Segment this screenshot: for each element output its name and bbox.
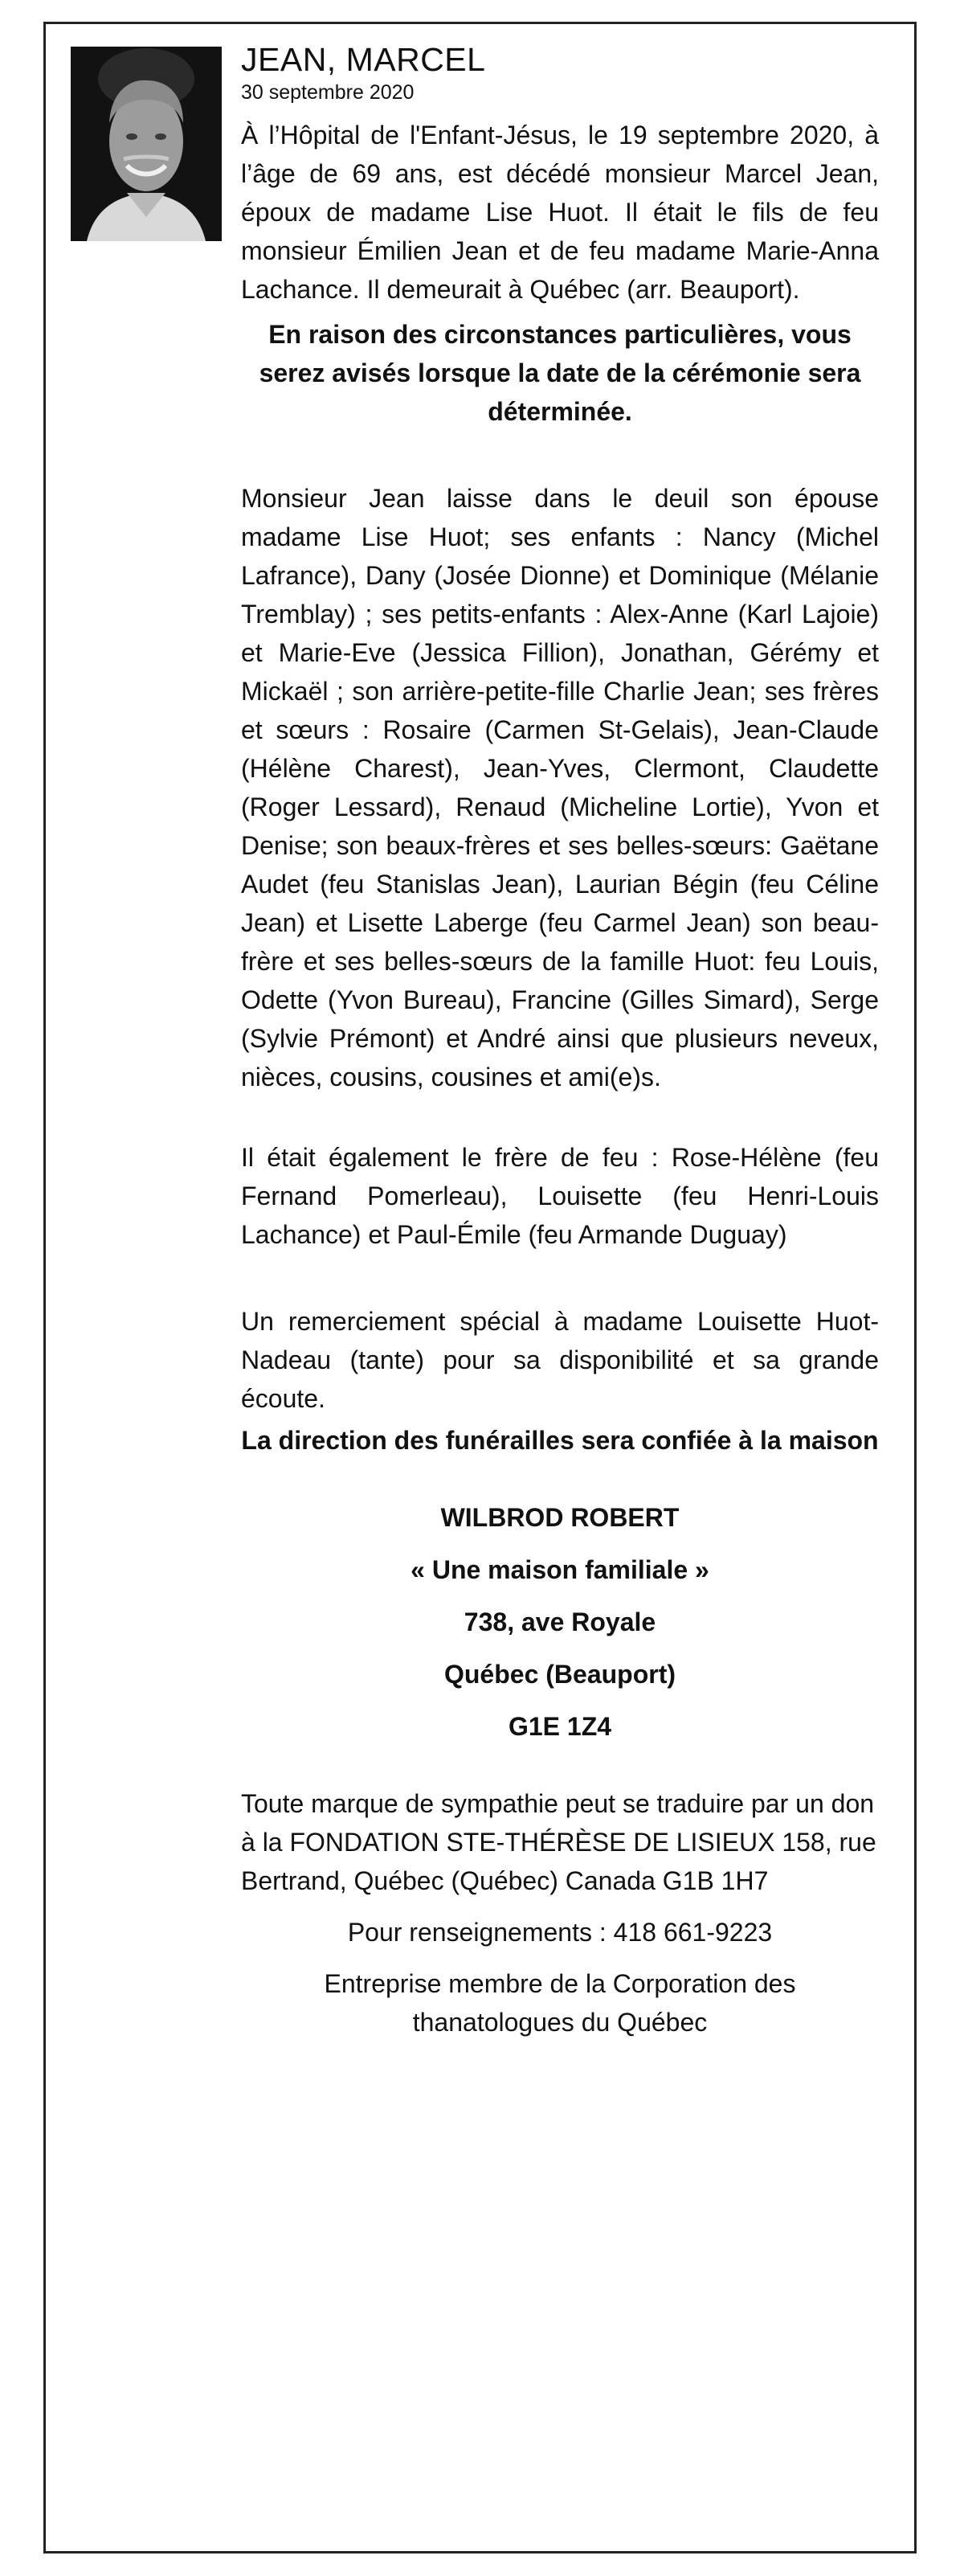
funeral-direction: La direction des funérailles sera confiée à la maison — [241, 1426, 879, 1455]
publication-date: 30 septembre 2020 — [241, 81, 415, 104]
funeral-home-slogan: « Une maison familiale » — [411, 1555, 709, 1584]
funeral-home-street: 738, ave Royale — [464, 1607, 656, 1636]
portrait-photo — [71, 47, 222, 241]
obituary-content — [241, 40, 879, 2042]
funeral-home-city: Québec (Beauport) — [443, 1660, 676, 1689]
predeceased-paragraph: Il était également le frère de feu : Rose-Hélène (feu Fernand Pomerleau), Louisette (feu Henri-Louis Lachance) et Paul-Émile (feu Armande Duguay) — [241, 1143, 879, 1249]
donation-paragraph: Toute marque de sympathie peut se traduire par un don à la FONDATION STE-THÉRÈSE DE LISIEUX 158, rue Bertrand, Québec (Québec) Canada G1B 1H7 — [241, 1789, 876, 1895]
deceased-name: JEAN, MARCEL — [241, 41, 486, 78]
funeral-home-postal: G1E 1Z4 — [508, 1712, 612, 1741]
funeral-home-block — [241, 1498, 879, 1746]
member-line: Entreprise membre de la Corporation des thanatologues du Québec — [324, 1969, 796, 2037]
ceremony-notice: En raison des circonstances particulières, vous serez avisés lorsque la date de la cérémonie sera déterminée. — [259, 320, 861, 426]
thanks-paragraph: Un remerciement spécial à madame Louisette Huot-Nadeau (tante) pour sa disponibilité et sa grande écoute. — [241, 1307, 879, 1413]
funeral-home-name: WILBROD ROBERT — [440, 1503, 680, 1532]
info-line: Pour renseignements : 418 661-9223 — [347, 1918, 773, 1947]
survivors-paragraph: Monsieur Jean laisse dans le deuil son épouse madame Lise Huot; ses enfants : Nancy (Michel Lafrance), Dany (Josée Dionne) et Dominique (Mélanie Tremblay) ; ses petits-enfants : Alex-Anne (Karl Lajoie) et Marie-Eve (Jessica Fillion), Jonathan, Gérémy et Mickaël ; son arrière-petite-fille Charlie Jean; ses frères et sœurs : Rosaire (Carmen St-Gelais), Jean-Claude (Hélène Charest), Jean-Yves, Clermont, Claudette (Roger Lessard), Renaud (Micheline Lortie), Yvon et Denise; son beaux-frères et ses belles-sœurs: Gaëtane Audet (feu Stanislas Jean), Laurian Bégin (feu Céline Jean) et Lisette Laberge (feu Carmel Jean) son beau-frère et ses belles-sœurs de la famille Huot: feu Louis, Odette (Yvon Bureau), Francine (Gilles Simard), Serge (Sylvie Prémont) et André ainsi que plusieurs neveux, nièces, cousins, cousines et ami(e)s. — [241, 484, 879, 1091]
intro-paragraph: À l’Hôpital de l'Enfant-Jésus, le 19 septembre 2020, à l’âge de 69 ans, est décédé monsieur Marcel Jean, époux de madame Lise Huot. Il était le fils de feu monsieur Émilien Jean et de feu madame Marie-Anna Lachance. Il demeurait à Québec (arr. Beauport). — [241, 121, 879, 304]
